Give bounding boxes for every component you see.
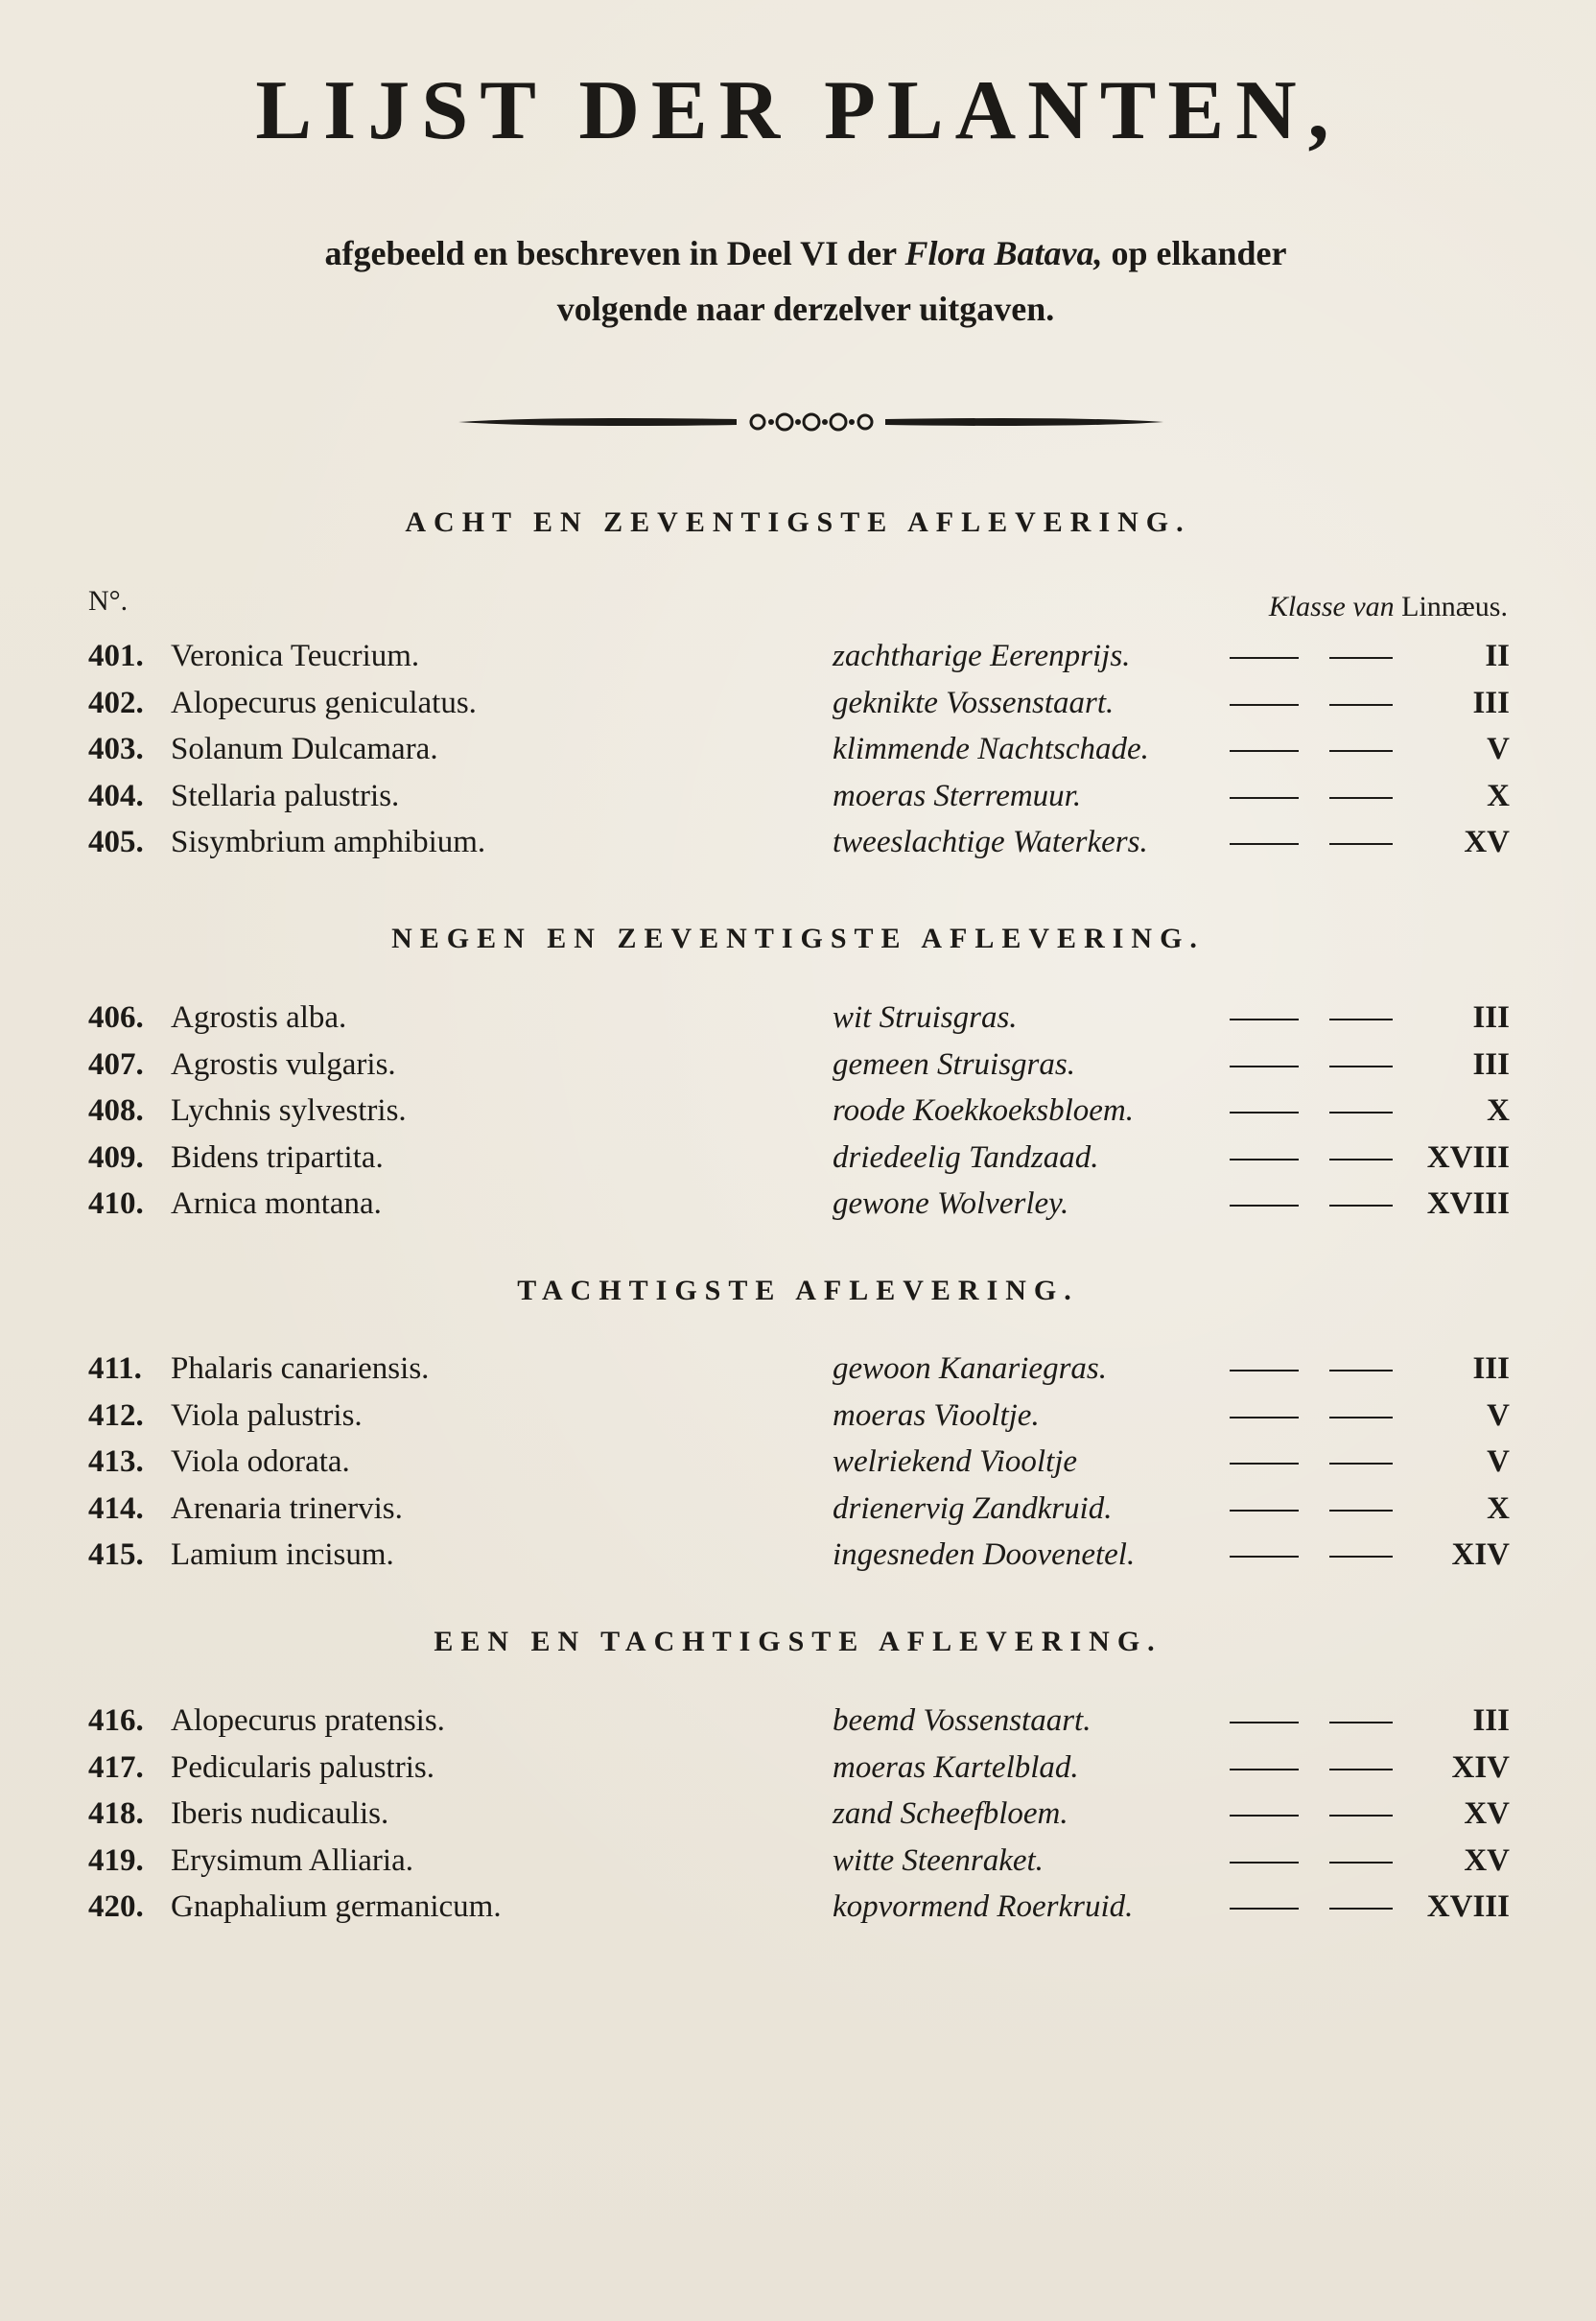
leader-dash [1230,704,1299,706]
plant-dutch-name: zachtharige Eerenprijs. [833,639,1131,673]
leader-dash [1230,1205,1299,1207]
leader-dash [1230,1722,1299,1723]
plant-dutch-name: drienervig Zandkruid. [833,1490,1113,1526]
plant-linnaeus-class: XIV [1451,1537,1510,1572]
plant-row [0,727,1596,771]
leader-dash [1329,1815,1393,1817]
plant-latin-name: Phalaris canariensis. [171,1351,430,1386]
leader-dash [1230,1112,1299,1114]
plant-number: 420. [88,1889,144,1924]
leader-dash [1329,1370,1393,1372]
plant-number: 401. [88,639,144,673]
column-header-klasse [1269,593,1508,621]
plant-row [0,634,1596,678]
plant-latin-name: Lychnis sylvestris. [171,1093,407,1128]
plant-linnaeus-class: II [1485,639,1510,673]
plant-dutch-name: roode Koekkoeksbloem. [833,1093,1134,1128]
leader-dash [1329,1066,1393,1067]
plant-row [0,1394,1596,1438]
plant-row [0,996,1596,1040]
plant-row [0,1792,1596,1836]
section-title: ACHT EN ZEVENTIGSTE AFLEVERING. [405,506,1191,538]
subtitle-line2: volgende naar derzelver uitgaven. [556,290,1055,328]
plant-number: 412. [88,1397,144,1433]
leader-dash [1230,1556,1299,1558]
plant-dutch-name: gewone Wolverley. [833,1186,1069,1221]
plant-latin-name: Agrostis alba. [171,1000,347,1035]
column-header-linnaeus: Linnæus. [1401,591,1508,622]
plant-number: 407. [88,1046,144,1082]
plant-linnaeus-class: V [1487,1397,1510,1433]
plant-linnaeus-class: XV [1464,1842,1510,1878]
plant-number: 409. [88,1139,144,1175]
plant-latin-name: Viola odorata. [171,1444,350,1479]
page-title: LIJST DER PLANTEN, [255,64,1341,157]
leader-dash [1329,1769,1393,1770]
leader-dash [1230,1370,1299,1372]
plant-linnaeus-class: III [1472,685,1510,720]
plant-row [0,1182,1596,1226]
plant-latin-name: Sisymbrium amphibium. [171,825,486,859]
leader-dash [1329,1159,1393,1160]
section-title: EEN EN TACHTIGSTE AFLEVERING. [434,1626,1162,1657]
plant-dutch-name: moeras Sterremuur. [833,778,1082,813]
plant-number: 402. [88,685,144,720]
plant-row [0,820,1596,864]
leader-dash [1329,1019,1393,1020]
plant-linnaeus-class: XVIII [1426,1186,1510,1221]
plant-number: 416. [88,1703,144,1738]
plant-linnaeus-class: XVIII [1426,1889,1510,1924]
plant-linnaeus-class: XIV [1451,1749,1510,1785]
plant-number: 415. [88,1537,144,1572]
leader-dash [1230,750,1299,752]
leader-dash [1230,1862,1299,1864]
leader-dash [1329,1463,1393,1465]
leader-dash [1230,1510,1299,1512]
plant-latin-name: Alopecurus pratensis. [171,1703,445,1738]
leader-dash [1329,1556,1393,1558]
plant-latin-name: Iberis nudicaulis. [171,1796,389,1831]
leader-dash [1230,1463,1299,1465]
leader-dash [1329,1722,1393,1723]
plant-latin-name: Agrostis vulgaris. [171,1046,396,1082]
plant-row [0,1440,1596,1484]
leader-dash [1230,1908,1299,1910]
plant-latin-name: Solanum Dulcamara. [171,732,438,766]
plant-dutch-name: welriekend Viooltje [833,1444,1078,1479]
plant-latin-name: Erysimum Alliaria. [171,1842,413,1878]
plant-latin-name: Bidens tripartita. [171,1139,384,1175]
leader-dash [1329,1417,1393,1418]
plant-number: 403. [88,732,144,766]
plant-linnaeus-class: III [1472,1351,1510,1386]
column-header-klasse-label: Klasse van [1268,591,1395,622]
leader-dash [1230,657,1299,659]
plant-number: 408. [88,1093,144,1128]
plant-row [0,1136,1596,1180]
leader-dash [1329,797,1393,799]
leader-dash [1329,1510,1393,1512]
leader-dash [1230,1815,1299,1817]
subtitle-line1-after: op elkander [1111,234,1287,272]
plant-number: 410. [88,1186,144,1221]
leader-dash [1230,1417,1299,1418]
plant-dutch-name: moeras Viooltje. [833,1397,1040,1433]
plant-latin-name: Stellaria palustris. [171,778,400,813]
plant-number: 417. [88,1749,144,1785]
plant-number: 404. [88,778,144,813]
plant-dutch-name: tweeslachtige Waterkers. [833,825,1148,859]
plant-latin-name: Arenaria trinervis. [171,1490,403,1526]
plant-dutch-name: geknikte Vossenstaart. [833,685,1115,720]
plant-linnaeus-class: III [1472,1046,1510,1082]
plant-latin-name: Pedicularis palustris. [171,1749,434,1785]
plant-number: 406. [88,1000,144,1035]
plant-row [0,774,1596,818]
leader-dash [1329,657,1393,659]
plant-dutch-name: witte Steenraket. [833,1842,1044,1878]
plant-row [0,1885,1596,1929]
plant-row [0,1347,1596,1391]
plant-latin-name: Arnica montana. [171,1186,382,1221]
leader-dash [1329,843,1393,845]
leader-dash [1230,1159,1299,1160]
plant-number: 418. [88,1796,144,1831]
plant-latin-name: Alopecurus geniculatus. [171,685,477,720]
plant-linnaeus-class: III [1472,1703,1510,1738]
plant-number: 411. [88,1351,142,1386]
plant-dutch-name: ingesneden Doovenetel. [833,1537,1136,1572]
plant-number: 419. [88,1842,144,1878]
plant-linnaeus-class: XV [1464,825,1510,859]
plant-row [0,1487,1596,1531]
leader-dash [1230,1769,1299,1770]
plant-row [0,1089,1596,1133]
plant-linnaeus-class: V [1487,1444,1510,1479]
plant-linnaeus-class: X [1487,1490,1510,1526]
plant-linnaeus-class: V [1487,732,1510,766]
plant-latin-name: Gnaphalium germanicum. [171,1889,502,1924]
leader-dash [1329,1112,1393,1114]
section-title: NEGEN EN ZEVENTIGSTE AFLEVERING. [391,923,1205,954]
plant-row [0,1746,1596,1790]
subtitle-line1-before: afgebeeld en beschreven in Deel VI der [324,234,897,272]
leader-dash [1329,704,1393,706]
plant-row [0,1533,1596,1577]
leader-dash [1329,1205,1393,1207]
plant-linnaeus-class: III [1472,1000,1510,1035]
plant-number: 405. [88,825,144,859]
leader-dash [1230,1066,1299,1067]
ornament-divider [458,405,1163,439]
leader-dash [1329,1862,1393,1864]
plant-linnaeus-class: X [1487,778,1510,813]
column-header-number: N°. [88,585,129,617]
plant-dutch-name: moeras Kartelblad. [833,1749,1079,1785]
plant-latin-name: Veronica Teucrium. [171,639,420,673]
plant-row [0,1043,1596,1087]
leader-dash [1230,797,1299,799]
section-title: TACHTIGSTE AFLEVERING. [517,1275,1079,1306]
plant-row [0,681,1596,725]
leader-dash [1230,843,1299,845]
plant-dutch-name: wit Struisgras. [833,1000,1018,1035]
plant-number: 414. [88,1490,144,1526]
plant-row [0,1839,1596,1883]
leader-dash [1329,750,1393,752]
leader-dash [1329,1908,1393,1910]
plant-dutch-name: klimmende Nachtschade. [833,732,1149,766]
plant-dutch-name: zand Scheefbloem. [833,1796,1068,1831]
plant-linnaeus-class: X [1487,1093,1510,1128]
page-subtitle [144,225,1467,337]
plant-dutch-name: kopvormend Roerkruid. [833,1889,1134,1924]
plant-latin-name: Lamium incisum. [171,1537,394,1572]
plant-row [0,1699,1596,1743]
plant-dutch-name: driedeelig Tandzaad. [833,1139,1099,1175]
subtitle-flora-batava: Flora Batava, [904,234,1103,272]
plant-dutch-name: gemeen Struisgras. [833,1046,1075,1082]
plant-dutch-name: gewoon Kanariegras. [833,1351,1108,1386]
plant-linnaeus-class: XVIII [1426,1139,1510,1175]
plant-linnaeus-class: XV [1464,1796,1510,1831]
plant-number: 413. [88,1444,144,1479]
plant-latin-name: Viola palustris. [171,1397,363,1433]
plant-dutch-name: beemd Vossenstaart. [833,1703,1091,1738]
leader-dash [1230,1019,1299,1020]
